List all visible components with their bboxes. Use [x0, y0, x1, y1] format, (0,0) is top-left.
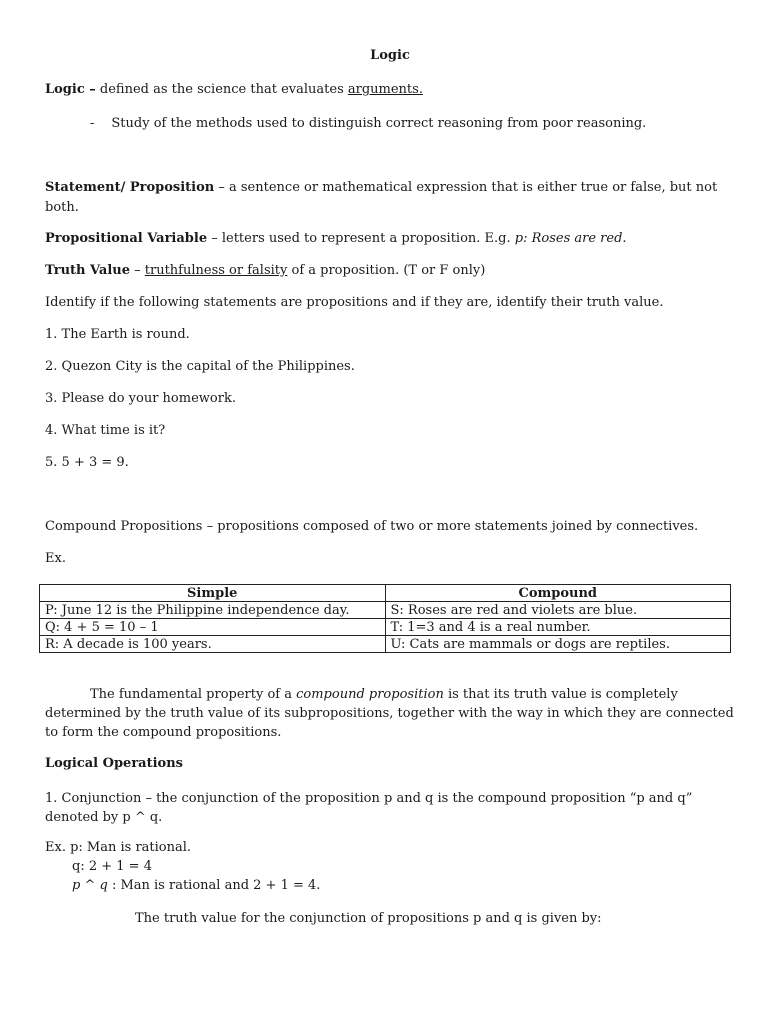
- truth-term: Truth Value: [45, 263, 130, 278]
- logic-definition: [45, 81, 423, 99]
- example-label: Ex.: [45, 551, 66, 566]
- conjunction-symbol: p ^ q: [72, 878, 108, 893]
- table-cell: T: 1=3 and 4 is a real number.: [385, 619, 731, 636]
- conjunction-example-line-1: Ex. p: Man is rational.: [45, 840, 192, 855]
- bullet-dash: -: [90, 116, 95, 131]
- table-row: [40, 619, 731, 636]
- table-cell: U: Cats are mammals or dogs are reptiles.: [385, 636, 731, 653]
- page-title: Logic: [370, 48, 410, 63]
- table-cell: S: Roses are red and violets are blue.: [385, 602, 731, 619]
- logic-bullet: [90, 115, 646, 133]
- statement-item: 2. Quezon City is the capital of the Philippines.: [45, 359, 355, 374]
- propvar-term: Propositional Variable: [45, 231, 208, 246]
- statement-definition: [45, 178, 735, 218]
- compound-definition: Compound Propositions – propositions composed of two or more statements joined by connectives.: [45, 519, 699, 534]
- fundamental-before: The fundamental property of a: [90, 687, 297, 702]
- table-row: [40, 602, 731, 619]
- statement-item: 1. The Earth is round.: [45, 327, 190, 342]
- logical-operations-heading-text: Logical Operations: [45, 756, 183, 771]
- table-cell: P: June 12 is the Philippine independence day.: [40, 602, 386, 619]
- conjunction-example-line-3: [72, 877, 320, 895]
- statement-item: 4. What time is it?: [45, 423, 166, 438]
- logic-term: Logic –: [45, 82, 96, 97]
- truth-value-intro: The truth value for the conjunction of propositions p and q is given by:: [135, 911, 602, 926]
- statement-term: Statement/ Proposition: [45, 180, 215, 195]
- conjunction-example-line-2: q: 2 + 1 = 4: [72, 859, 152, 874]
- table-row: [40, 636, 731, 653]
- table-header-row: [40, 585, 731, 602]
- statement-item: 5. 5 + 3 = 9.: [45, 455, 129, 470]
- truth-value-definition: [45, 262, 485, 280]
- conjunction-definition: 1. Conjunction – the conjunction of the proposition p and q is the compound proposition “p and q” denoted by p ^ q.: [45, 791, 693, 825]
- identify-instruction: Identify if the following statements are propositions and if they are, identify their truth value.: [45, 295, 664, 310]
- statement-def-text: – a sentence or mathematical expression that is either true or false, but not both.: [45, 180, 718, 215]
- propvar-def-text: – letters used to represent a proposition. E.g.: [207, 231, 515, 246]
- logic-def-underlined: arguments.: [347, 82, 423, 97]
- truth-def-text: of a proposition. (T or F only): [287, 263, 486, 278]
- propositions-table: [39, 584, 731, 653]
- truth-dash: –: [130, 263, 145, 278]
- table-cell: Q: 4 + 5 = 10 – 1: [40, 619, 386, 636]
- truth-underlined: truthfulness or falsity: [144, 263, 288, 278]
- table-cell: R: A decade is 100 years.: [40, 636, 386, 653]
- statement-item: 3. Please do your homework.: [45, 391, 236, 406]
- conjunction-example-text: : Man is rational and 2 + 1 = 4.: [107, 878, 321, 893]
- logic-def-text: defined as the science that evaluates: [95, 82, 348, 97]
- column-header-compound: Compound: [385, 585, 731, 602]
- fundamental-after: is that its truth value is completely determined by the truth value of its subpropositions, together with the way in which they are connected to form the compound propositions.: [45, 687, 734, 740]
- fundamental-property-paragraph: [45, 685, 735, 742]
- fundamental-italic: compound proposition: [296, 687, 444, 702]
- bullet-text: Study of the methods used to distinguish correct reasoning from poor reasoning.: [111, 116, 647, 131]
- column-header-simple: Simple: [40, 585, 386, 602]
- logical-operations-heading: [45, 755, 183, 773]
- propvar-example: p: Roses are red.: [514, 231, 627, 246]
- propositional-variable-definition: [45, 230, 627, 248]
